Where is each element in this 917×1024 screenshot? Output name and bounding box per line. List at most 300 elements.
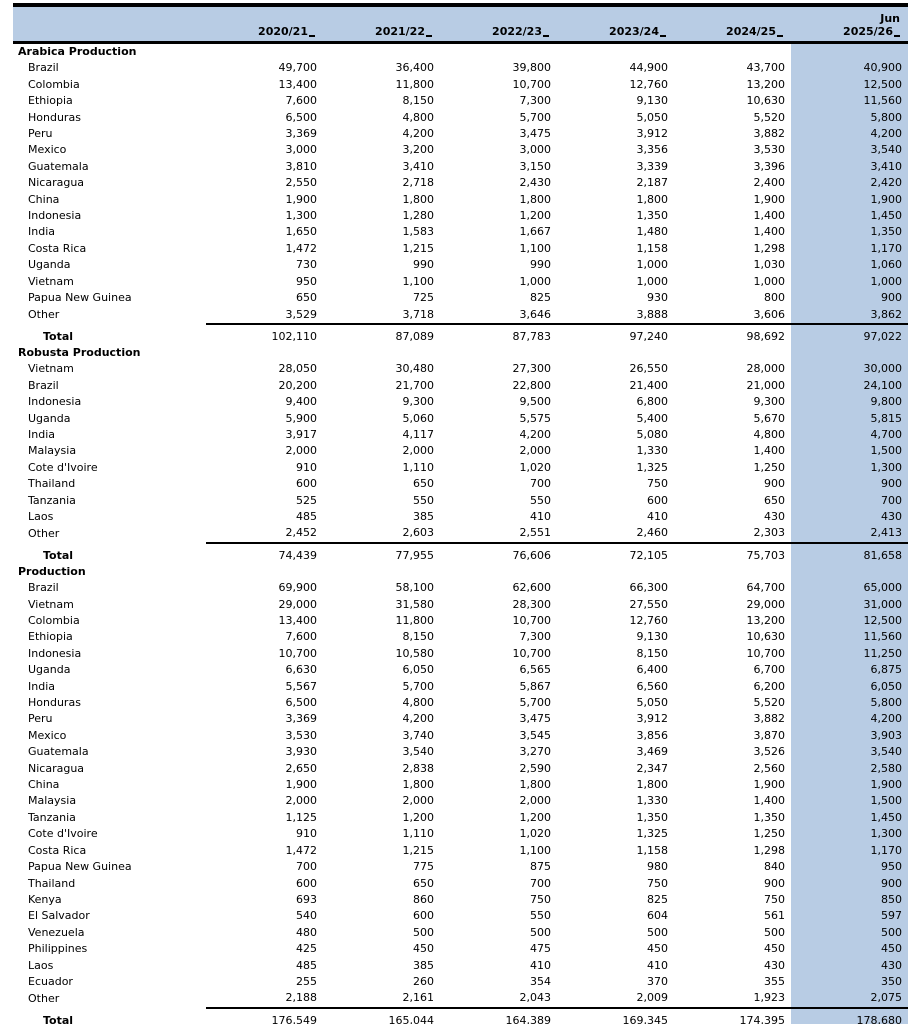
value-cell: 2,560 (753, 761, 785, 775)
value-cell: 2,430 (519, 176, 551, 190)
value-cell: 1,450 (791, 208, 908, 224)
value-cell: 385 (413, 958, 434, 972)
value-cell: 7,300 (519, 630, 551, 644)
row-label: Ecuador (28, 974, 73, 988)
value-cell: 6,800 (636, 395, 668, 409)
year-label: 2023/24 (557, 25, 666, 38)
value-cell: 1,350 (791, 224, 908, 240)
value-cell: 604 (647, 909, 668, 923)
value-cell: 2,075 (791, 990, 908, 1007)
country-row (13, 679, 908, 695)
value-cell: 28,050 (278, 362, 317, 376)
value-cell: 1,400 (753, 444, 785, 458)
value-cell: 2,000 (519, 794, 551, 808)
value-cell: 1,300 (791, 826, 908, 842)
country-row (13, 60, 908, 76)
year-label: 2021/22 (323, 25, 432, 38)
value-cell: 4,117 (402, 427, 434, 441)
value-cell: 3,718 (402, 307, 434, 321)
value-cell: 6,400 (636, 663, 668, 677)
row-label: Peru (28, 127, 53, 141)
empty-cell (440, 345, 557, 361)
value-cell: 1,110 (402, 827, 434, 841)
total-label: Total (43, 329, 74, 343)
row-label: Other (28, 308, 60, 321)
value-cell: 3,469 (636, 745, 668, 759)
value-cell: 355 (764, 974, 785, 988)
empty-cell (674, 564, 791, 580)
value-cell: 1,298 (753, 843, 785, 857)
value-cell: 1,215 (402, 843, 434, 857)
total-value-cell: 74,439 (206, 543, 323, 564)
value-cell: 425 (296, 942, 317, 956)
value-cell: 3,882 (753, 127, 785, 141)
value-cell: 2,000 (285, 444, 317, 458)
value-cell: 1,300 (285, 209, 317, 223)
value-cell: 1,900 (791, 777, 908, 793)
value-cell: 500 (530, 925, 551, 939)
value-cell: 10,700 (512, 646, 551, 660)
table-header-row (13, 5, 908, 43)
value-cell: 1,000 (519, 274, 551, 288)
row-label: Peru (28, 712, 53, 726)
value-cell: 4,200 (791, 126, 908, 142)
value-cell: 450 (764, 942, 785, 956)
value-cell: 10,630 (746, 94, 785, 108)
value-cell: 2,188 (285, 991, 317, 1005)
value-cell: 3,410 (791, 159, 908, 175)
value-cell: 2,000 (402, 794, 434, 808)
value-cell: 600 (296, 477, 317, 491)
value-cell: 3,870 (753, 728, 785, 742)
value-cell: 1,800 (519, 778, 551, 792)
value-cell: 6,050 (791, 679, 908, 695)
country-row (13, 826, 908, 842)
value-cell: 875 (530, 860, 551, 874)
header-spacer (13, 5, 206, 43)
row-label: Other (28, 526, 60, 540)
country-row (13, 476, 908, 492)
value-cell: 410 (647, 509, 668, 523)
value-cell: 450 (647, 942, 668, 956)
value-cell: 385 (413, 509, 434, 523)
country-row (13, 274, 908, 290)
value-cell: 10,700 (512, 614, 551, 627)
value-cell: 5,567 (285, 679, 317, 693)
country-row (13, 427, 908, 443)
value-cell: 700 (791, 493, 908, 509)
total-row (13, 543, 908, 564)
value-cell: 44,900 (629, 61, 668, 75)
value-cell: 930 (647, 291, 668, 305)
value-cell: 6,500 (285, 110, 317, 124)
value-cell: 29,000 (278, 597, 317, 611)
value-cell: 3,530 (753, 143, 785, 157)
value-cell: 5,520 (753, 696, 785, 710)
value-cell: 1,000 (636, 274, 668, 288)
value-cell: 5,900 (285, 411, 317, 425)
value-cell: 430 (764, 509, 785, 523)
value-cell: 900 (791, 290, 908, 306)
country-row (13, 843, 908, 859)
value-cell: 5,670 (753, 411, 785, 425)
empty-cell (557, 345, 674, 361)
value-cell: 485 (296, 509, 317, 523)
value-cell: 9,800 (791, 394, 908, 410)
value-cell: 550 (413, 493, 434, 507)
row-label: Vietnam (28, 274, 74, 288)
value-cell: 410 (647, 958, 668, 972)
country-row (13, 525, 908, 542)
value-cell: 3,540 (791, 142, 908, 158)
row-label: Brazil (28, 581, 59, 595)
value-cell: 3,369 (285, 712, 317, 726)
value-cell: 485 (296, 958, 317, 972)
value-cell: 900 (764, 477, 785, 491)
value-cell: 7,600 (285, 630, 317, 644)
value-cell: 900 (791, 876, 908, 892)
value-cell: 500 (791, 925, 908, 941)
value-cell: 39,800 (512, 61, 551, 75)
value-cell: 2,650 (285, 761, 317, 775)
value-cell: 1,020 (519, 460, 551, 474)
country-row (13, 793, 908, 809)
empty-cell (323, 345, 440, 361)
value-cell: 11,800 (395, 614, 434, 627)
value-cell: 3,475 (519, 712, 551, 726)
total-value-cell: 87,089 (323, 324, 440, 345)
empty-cell (557, 564, 674, 580)
row-label: Tanzania (28, 810, 76, 824)
value-cell: 410 (530, 958, 551, 972)
value-cell: 2,161 (402, 991, 434, 1005)
value-cell: 49,700 (278, 61, 317, 75)
value-cell: 28,000 (746, 362, 785, 376)
value-cell: 1,500 (791, 793, 908, 809)
value-cell: 500 (647, 925, 668, 939)
value-cell: 21,400 (629, 378, 668, 392)
value-cell: 750 (647, 876, 668, 890)
value-cell: 1,400 (753, 794, 785, 808)
value-cell: 1,298 (753, 241, 785, 255)
year-column-header (674, 5, 791, 43)
value-cell: 6,560 (636, 679, 668, 693)
year-label: 2022/23 (440, 25, 549, 38)
country-row (13, 941, 908, 957)
value-cell: 4,800 (402, 110, 434, 124)
value-cell: 11,560 (791, 629, 908, 645)
value-cell: 3,646 (519, 307, 551, 321)
coffee-production-table (13, 3, 908, 1024)
value-cell: 6,200 (753, 679, 785, 693)
country-row (13, 990, 908, 1007)
value-cell: 2,400 (753, 176, 785, 190)
value-cell: 31,000 (791, 597, 908, 613)
year-column-header (323, 5, 440, 43)
row-label: Mexico (28, 143, 67, 157)
country-row (13, 859, 908, 875)
value-cell: 1,583 (402, 225, 434, 239)
value-cell: 1,800 (636, 192, 668, 206)
value-cell: 1,170 (791, 241, 908, 257)
value-cell: 1,300 (791, 460, 908, 476)
country-row (13, 208, 908, 224)
total-value-cell: 102,110 (206, 324, 323, 345)
value-cell: 3,396 (753, 159, 785, 173)
value-cell: 3,888 (636, 307, 668, 321)
section-title: Robusta Production (18, 345, 141, 359)
value-cell: 1,667 (519, 225, 551, 239)
total-value-cell: 97,240 (557, 324, 674, 345)
country-row (13, 77, 908, 93)
value-cell: 3,856 (636, 728, 668, 742)
value-cell: 13,400 (278, 614, 317, 627)
value-cell: 2,718 (402, 176, 434, 190)
value-cell: 13,200 (746, 614, 785, 627)
country-row (13, 876, 908, 892)
value-cell: 2,460 (636, 526, 668, 540)
year-column-header (557, 5, 674, 43)
value-cell: 693 (296, 892, 317, 906)
value-cell: 700 (530, 477, 551, 491)
value-cell: 1,480 (636, 225, 668, 239)
value-cell: 31,580 (395, 597, 434, 611)
row-label: Laos (28, 509, 54, 523)
value-cell: 13,200 (746, 77, 785, 91)
value-cell: 4,800 (753, 427, 785, 441)
empty-cell (791, 345, 908, 361)
value-cell: 12,500 (791, 613, 908, 629)
value-cell: 825 (530, 291, 551, 305)
country-row (13, 142, 908, 158)
value-cell: 1,450 (791, 810, 908, 826)
row-label: Venezuela (28, 925, 85, 939)
value-cell: 2,838 (402, 761, 434, 775)
row-label: Other (28, 991, 60, 1005)
value-cell: 3,000 (285, 143, 317, 157)
year-label: 2024/25 (674, 25, 783, 38)
value-cell: 6,630 (285, 663, 317, 677)
value-cell: 370 (647, 974, 668, 988)
value-cell: 1,125 (285, 810, 317, 824)
value-cell: 26,550 (629, 362, 668, 376)
value-cell: 12,500 (791, 77, 908, 93)
country-row (13, 378, 908, 394)
value-cell: 725 (413, 291, 434, 305)
value-cell: 1,280 (402, 209, 434, 223)
value-cell: 65,000 (791, 580, 908, 596)
value-cell: 600 (647, 493, 668, 507)
row-label: Vietnam (28, 362, 74, 376)
value-cell: 5,050 (636, 696, 668, 710)
value-cell: 600 (296, 876, 317, 890)
value-cell: 1,158 (636, 843, 668, 857)
value-cell: 5,575 (519, 411, 551, 425)
empty-cell (791, 43, 908, 61)
value-cell: 5,700 (402, 679, 434, 693)
value-cell: 1,900 (753, 192, 785, 206)
value-cell: 2,413 (791, 525, 908, 542)
value-cell: 2,603 (402, 526, 434, 540)
value-cell: 3,475 (519, 127, 551, 141)
value-cell: 1,215 (402, 241, 434, 255)
value-cell: 255 (296, 974, 317, 988)
value-cell: 825 (647, 892, 668, 906)
value-cell: 550 (530, 493, 551, 507)
value-cell: 910 (296, 827, 317, 841)
value-cell: 2,551 (519, 526, 551, 540)
value-cell: 1,350 (753, 810, 785, 824)
value-cell: 775 (413, 860, 434, 874)
empty-cell (791, 564, 908, 580)
value-cell: 3,912 (636, 127, 668, 141)
year-column-header (206, 5, 323, 43)
country-row (13, 411, 908, 427)
row-label: Honduras (28, 110, 81, 124)
value-cell: 1,330 (636, 794, 668, 808)
value-cell: 1,060 (791, 257, 908, 273)
row-label: Tanzania (28, 493, 76, 507)
value-cell: 1,800 (519, 192, 551, 206)
value-cell: 1,100 (402, 274, 434, 288)
value-cell: 2,043 (519, 991, 551, 1005)
value-cell: 9,300 (753, 395, 785, 409)
value-cell: 900 (791, 476, 908, 492)
row-label: China (28, 778, 60, 792)
value-cell: 4,700 (791, 427, 908, 443)
row-label: Mexico (28, 728, 67, 742)
year-column-header (791, 5, 908, 43)
empty-cell (206, 564, 323, 580)
country-row (13, 613, 908, 629)
value-cell: 27,300 (512, 362, 551, 376)
value-cell: 650 (296, 291, 317, 305)
value-cell: 7,600 (285, 94, 317, 108)
value-cell: 3,529 (285, 307, 317, 321)
year-label: 2025/26 (791, 25, 900, 38)
value-cell: 1,110 (402, 460, 434, 474)
value-cell: 500 (764, 925, 785, 939)
value-cell: 1,800 (636, 778, 668, 792)
country-row (13, 93, 908, 109)
row-label: Nicaragua (28, 761, 85, 775)
row-label: Cote d'Ivoire (28, 460, 98, 474)
value-cell: 2,303 (753, 526, 785, 540)
value-cell: 2,420 (791, 175, 908, 191)
row-label: India (28, 679, 55, 693)
total-value-cell: 87,783 (440, 324, 557, 345)
value-cell: 1,472 (285, 241, 317, 255)
value-cell: 3,540 (791, 744, 908, 760)
country-row (13, 810, 908, 826)
total-value-cell: 76,606 (440, 543, 557, 564)
value-cell: 540 (296, 909, 317, 923)
total-value-cell: 178,680 (791, 1008, 908, 1024)
row-label: Nicaragua (28, 176, 85, 190)
value-cell: 1,800 (402, 778, 434, 792)
value-cell: 561 (764, 909, 785, 923)
row-label: Colombia (28, 614, 80, 627)
value-cell: 650 (413, 876, 434, 890)
country-row (13, 192, 908, 208)
value-cell: 750 (647, 477, 668, 491)
row-label: Brazil (28, 61, 59, 75)
value-cell: 5,520 (753, 110, 785, 124)
value-cell: 3,339 (636, 159, 668, 173)
country-row (13, 580, 908, 596)
value-cell: 840 (764, 860, 785, 874)
row-label: Laos (28, 958, 54, 972)
value-cell: 11,800 (395, 77, 434, 91)
value-cell: 1,250 (753, 827, 785, 841)
row-label: India (28, 225, 55, 239)
row-label: Papua New Guinea (28, 291, 132, 305)
country-row (13, 159, 908, 175)
value-cell: 66,300 (629, 581, 668, 595)
value-cell: 3,810 (285, 159, 317, 173)
value-cell: 910 (296, 460, 317, 474)
value-cell: 6,700 (753, 663, 785, 677)
value-cell: 860 (413, 892, 434, 906)
value-cell: 9,300 (402, 395, 434, 409)
value-cell: 2,590 (519, 761, 551, 775)
value-cell: 950 (296, 274, 317, 288)
empty-cell (440, 43, 557, 61)
value-cell: 1,800 (402, 192, 434, 206)
value-cell: 1,325 (636, 827, 668, 841)
value-cell: 990 (530, 258, 551, 272)
value-cell: 3,000 (519, 143, 551, 157)
value-cell: 1,900 (791, 192, 908, 208)
value-cell: 3,369 (285, 127, 317, 141)
section-header-row (13, 345, 908, 361)
value-cell: 1,330 (636, 444, 668, 458)
row-label: Costa Rica (28, 843, 87, 857)
value-cell: 5,815 (791, 411, 908, 427)
value-cell: 950 (791, 859, 908, 875)
value-cell: 7,300 (519, 94, 551, 108)
total-value-cell: 174,395 (674, 1008, 791, 1024)
value-cell: 410 (530, 509, 551, 523)
value-cell: 1,030 (753, 258, 785, 272)
value-cell: 6,565 (519, 663, 551, 677)
value-cell: 21,700 (395, 378, 434, 392)
total-value-cell: 164,389 (440, 1008, 557, 1024)
value-cell: 2,452 (285, 526, 317, 540)
value-cell: 8,150 (402, 630, 434, 644)
country-row (13, 460, 908, 476)
value-cell: 4,200 (402, 127, 434, 141)
country-row (13, 290, 908, 306)
value-cell: 597 (791, 908, 908, 924)
value-cell: 9,400 (285, 395, 317, 409)
country-row (13, 509, 908, 525)
row-label: Cote d'Ivoire (28, 827, 98, 841)
value-cell: 600 (413, 909, 434, 923)
value-cell: 27,550 (629, 597, 668, 611)
value-cell: 2,009 (636, 991, 668, 1005)
empty-cell (206, 345, 323, 361)
value-cell: 3,917 (285, 427, 317, 441)
value-cell: 1,472 (285, 843, 317, 857)
value-cell: 3,530 (285, 728, 317, 742)
value-cell: 980 (647, 860, 668, 874)
value-cell: 3,882 (753, 712, 785, 726)
value-cell: 4,200 (519, 427, 551, 441)
value-cell: 500 (413, 925, 434, 939)
value-cell: 22,800 (512, 378, 551, 392)
value-cell: 550 (530, 909, 551, 923)
